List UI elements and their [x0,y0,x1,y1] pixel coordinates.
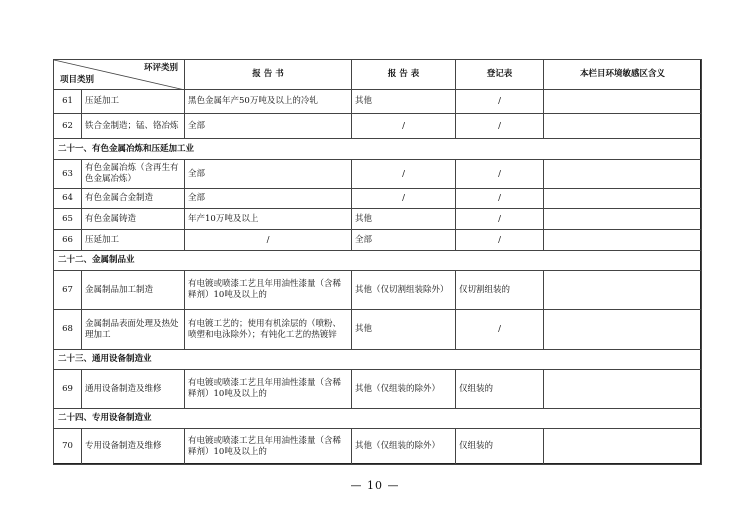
registration-cell: / [456,90,544,114]
row-number: 61 [54,90,82,114]
project-category: 有色金属铸造 [82,209,185,230]
report-form-cell: / [352,160,456,189]
section-row [54,409,702,429]
section-row [54,139,702,160]
report-book-cell: 年产10万吨及以上 [185,209,352,230]
page-number: — 10 — [350,479,400,492]
header-row-label: 环评类别 [143,63,178,73]
section-title: 二十一、有色金属冶炼和压延加工业 [54,139,702,160]
report-form-cell: 其他 [352,90,456,114]
report-book-cell: 全部 [185,114,352,139]
report-form-cell: 其他（仅组装的除外） [352,370,456,409]
registration-cell: / [456,114,544,139]
report-book-cell: 全部 [185,189,352,209]
registration-cell: 仅组装的 [456,370,544,409]
row-number: 69 [54,370,82,409]
header-row [54,60,702,90]
classification-table [53,59,702,465]
project-category: 通用设备制造及维修 [82,370,185,409]
sensitive-area-cell [544,90,702,114]
sensitive-area-cell [544,209,702,230]
registration-cell: / [456,230,544,251]
sensitive-area-cell [544,429,702,465]
report-book-cell: 有电镀工艺的；使用有机涂层的（喷粉、喷塑和电泳除外）；有钝化工艺的热镀锌 [185,310,352,350]
registration-cell: / [456,160,544,189]
header-report-form: 报 告 表 [352,60,456,90]
report-form-cell: / [352,189,456,209]
table-row [54,209,702,230]
row-number: 70 [54,429,82,465]
table-row [54,429,702,465]
report-form-cell: 其他（仅组装的除外） [352,429,456,465]
report-book-cell: 有电镀或喷漆工艺且年用油性漆量（含稀释剂）10吨及以上的 [185,429,352,465]
table-row [54,271,702,310]
report-form-cell: 其他 [352,209,456,230]
sensitive-area-cell [544,114,702,139]
table-row [54,160,702,189]
diagonal-header-cell [54,60,185,90]
registration-cell: 仅切割组装的 [456,271,544,310]
report-book-cell: 全部 [185,160,352,189]
sensitive-area-cell [544,230,702,251]
sensitive-area-cell [544,160,702,189]
header-report-book: 报 告 书 [185,60,352,90]
project-category: 压延加工 [82,230,185,251]
section-title: 二十三、通用设备制造业 [54,350,702,370]
sensitive-area-cell [544,310,702,350]
row-number: 66 [54,230,82,251]
row-number: 62 [54,114,82,139]
section-row [54,251,702,271]
project-category: 金属制品表面处理及热处理加工 [82,310,185,350]
report-form-cell: / [352,114,456,139]
row-number: 63 [54,160,82,189]
sensitive-area-cell [544,189,702,209]
header-registration-form: 登记表 [456,60,544,90]
sensitive-area-cell [544,271,702,310]
registration-cell: / [456,310,544,350]
report-book-cell: 有电镀或喷漆工艺且年用油性漆量（含稀释剂）10吨及以上的 [185,271,352,310]
project-category: 有色金属合金制造 [82,189,185,209]
section-title: 二十二、金属制品业 [54,251,702,271]
table-row [54,90,702,114]
project-category: 金属制品加工制造 [82,271,185,310]
report-form-cell: 其他 [352,310,456,350]
project-category: 铁合金制造；锰、铬冶炼 [82,114,185,139]
table-row [54,189,702,209]
sensitive-area-cell [544,370,702,409]
table-row [54,114,702,139]
section-title: 二十四、专用设备制造业 [54,409,702,429]
table-row [54,370,702,409]
report-book-cell: 黑色金属年产50万吨及以上的冷轧 [185,90,352,114]
row-number: 64 [54,189,82,209]
header-sensitive-area: 本栏目环境敏感区含义 [544,60,702,90]
row-number: 68 [54,310,82,350]
project-category: 压延加工 [82,90,185,114]
report-form-cell: 全部 [352,230,456,251]
project-category: 有色金属冶炼（含再生有色金属冶炼） [82,160,185,189]
report-book-cell: / [185,230,352,251]
header-col-label: 项目类别 [60,75,95,85]
report-form-cell: 其他（仅切割组装除外） [352,271,456,310]
registration-cell: / [456,209,544,230]
report-book-cell: 有电镀或喷漆工艺且年用油性漆量（含稀释剂）10吨及以上的 [185,370,352,409]
table-row [54,230,702,251]
row-number: 67 [54,271,82,310]
registration-cell: / [456,189,544,209]
section-row [54,350,702,370]
registration-cell: 仅组装的 [456,429,544,465]
project-category: 专用设备制造及维修 [82,429,185,465]
row-number: 65 [54,209,82,230]
table-row [54,310,702,350]
